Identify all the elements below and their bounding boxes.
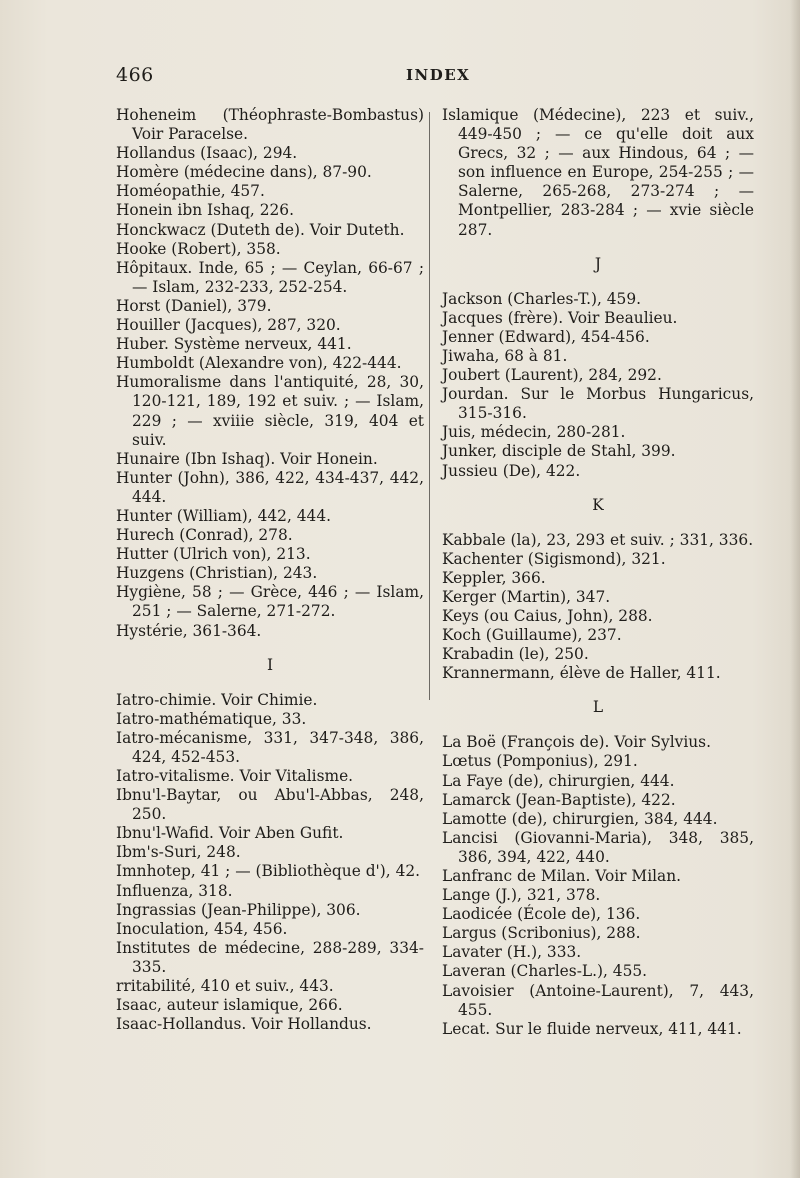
index-entry: Ibnu'l-Baytar, ou Abu'l-Abbas, 248, 250. (116, 786, 424, 824)
index-entry: Koch (Guillaume), 237. (442, 626, 622, 645)
section-letter: J (594, 254, 602, 273)
index-entry: Hunter (John), 386, 422, 434-437, 442, 444. (116, 468, 424, 506)
index-entry: La Faye (de), chirurgien, 444. (442, 771, 675, 790)
index-entry: Lamotte (de), chirurgien, 384, 444. (442, 809, 718, 828)
index-column-right (442, 106, 754, 1039)
section-letter: L (592, 698, 604, 717)
index-entry: rritabilité, 410 et suiv., 443. (116, 977, 334, 996)
index-entry: Islamique (Médecine), 223 et suiv., 449-450 ; — ce qu'elle doit aux Grecs, 32 ; — aux Hindous, 64 ; — son influence en Europe, 254-255 ; — Salerne, 265-268, 273-274 ; — Montpellier, 283-284 ; — xvie siècle 287. (442, 106, 754, 239)
index-entry: Hoheneim (Théophraste-Bombastus) Voir Paracelse. (116, 106, 424, 144)
index-entry: Kerger (Martin), 347. (442, 587, 611, 606)
index-entry: Jussieu (De), 422. (442, 461, 581, 480)
index-entry: Kabbale (la), 23, 293 et suiv. ; 331, 336. (442, 530, 754, 549)
index-entry: Huber. Système nerveux, 441. (116, 335, 352, 354)
index-entry: Horst (Daniel), 379. (116, 296, 272, 315)
index-column-left (116, 106, 424, 1034)
index-entry: Huzgens (Christian), 243. (116, 564, 318, 583)
index-entry: Keppler, 366. (442, 568, 546, 587)
index-entry: La Boë (François de). Voir Sylvius. (442, 733, 711, 752)
index-entry: Keys (ou Caius, John), 288. (442, 606, 653, 625)
index-entry: Inoculation, 454, 456. (116, 919, 288, 938)
index-entry: Junker, disciple de Stahl, 399. (442, 442, 676, 461)
index-entry: Lancisi (Giovanni-Maria), 348, 385, 386, 394, 422, 440. (442, 828, 754, 866)
index-entry: Lecat. Sur le fluide nerveux, 411, 441. (442, 1019, 742, 1038)
index-entry: Iatro-mécanisme, 331, 347-348, 386, 424, 452-453. (116, 728, 424, 766)
running-title: INDEX (406, 66, 471, 84)
index-entry: Jenner (Edward), 454-456. (442, 327, 650, 346)
index-entry: Hystérie, 361-364. (116, 621, 262, 640)
index-entry: Humoralisme dans l'antiquité, 28, 30, 120-121, 189, 192 et suiv. ; — Islam, 229 ; — xviiie siècle, 319, 404 et suiv. (116, 373, 424, 449)
index-entry: Honckwacz (Duteth de). Voir Duteth. (116, 220, 405, 239)
index-entry: Iatro-chimie. Voir Chimie. (116, 690, 318, 709)
index-entry: Krannermann, élève de Haller, 411. (442, 664, 721, 683)
index-entry: Hygiène, 58 ; — Grèce, 446 ; — Islam, 251 ; — Salerne, 271-272. (116, 583, 424, 621)
index-entry: Institutes de médecine, 288-289, 334-335. (116, 938, 424, 976)
index-entry: Largus (Scribonius), 288. (442, 924, 641, 943)
index-entry: Jourdan. Sur le Morbus Hungaricus, 315-316. (442, 385, 754, 423)
index-entry: Homère (médecine dans), 87-90. (116, 163, 372, 182)
index-entry: Krabadin (le), 250. (442, 645, 589, 664)
page-edge-shadow (790, 0, 800, 1178)
index-entry: Joubert (Laurent), 284, 292. (442, 366, 662, 385)
index-entry: Influenza, 318. (116, 881, 233, 900)
index-entry: Ingrassias (Jean-Philippe), 306. (116, 900, 361, 919)
index-entry: Kachenter (Sigismond), 321. (442, 549, 666, 568)
index-entry: Jiwaha, 68 à 81. (442, 346, 568, 365)
index-entry: Ibm's-Suri, 248. (116, 843, 241, 862)
index-entry: Lanfranc de Milan. Voir Milan. (442, 867, 682, 885)
index-entry: Lœtus (Pomponius), 291. (442, 752, 638, 771)
index-entry: Iatro-mathématique, 33. (116, 709, 307, 728)
index-entry: Iatro-vitalisme. Voir Vitalisme. (116, 767, 354, 785)
index-entry: Lamarck (Jean-Baptiste), 422. (442, 790, 676, 809)
index-entry: Jackson (Charles-T.), 459. (442, 289, 642, 308)
index-entry: Hooke (Robert), 358. (116, 239, 281, 258)
index-entry: Hutter (Ulrich von), 213. (116, 545, 311, 564)
index-entry: Homéopathie, 457. (116, 182, 265, 201)
index-entry: Lange (J.), 321, 378. (442, 886, 601, 905)
page-number: 466 (116, 64, 154, 86)
index-entry: Laveran (Charles-L.), 455. (442, 962, 648, 981)
index-entry: Hurech (Conrad), 278. (116, 526, 293, 545)
index-entry: Humboldt (Alexandre von), 422-444. (116, 354, 402, 373)
index-entry: Hunaire (Ibn Ishaq). Voir Honein. (116, 449, 378, 468)
index-entry: Houiller (Jacques), 287, 320. (116, 316, 341, 335)
index-entry: Isaac-Hollandus. Voir Hollandus. (116, 1015, 372, 1034)
index-entry: Isaac, auteur islamique, 266. (116, 996, 343, 1015)
index-entry: Jacques (frère). Voir Beaulieu. (442, 308, 678, 327)
index-entry: Lavater (H.), 333. (442, 943, 582, 962)
index-entry: Laodicée (École de), 136. (442, 905, 641, 924)
index-entry: Ibnu'l-Wafid. Voir Aben Gufit. (116, 824, 344, 843)
page-header (116, 64, 756, 88)
index-entry: Lavoisier (Antoine-Laurent), 7, 443, 455. (442, 981, 754, 1019)
index-entry: Hollandus (Isaac), 294. (116, 144, 298, 163)
section-letter: K (592, 495, 604, 514)
index-entry: Honein ibn Ishaq, 226. (116, 201, 294, 220)
index-entry: Hunter (William), 442, 444. (116, 506, 332, 525)
index-entry: Hôpitaux. Inde, 65 ; — Ceylan, 66-67 ; — Islam, 232-233, 252-254. (116, 258, 424, 296)
column-divider (429, 112, 430, 700)
section-letter: I (266, 655, 274, 674)
index-entry: Imnhotep, 41 ; — (Bibliothèque d'), 42. (116, 862, 421, 881)
index-entry: Juis, médecin, 280-281. (442, 423, 626, 442)
